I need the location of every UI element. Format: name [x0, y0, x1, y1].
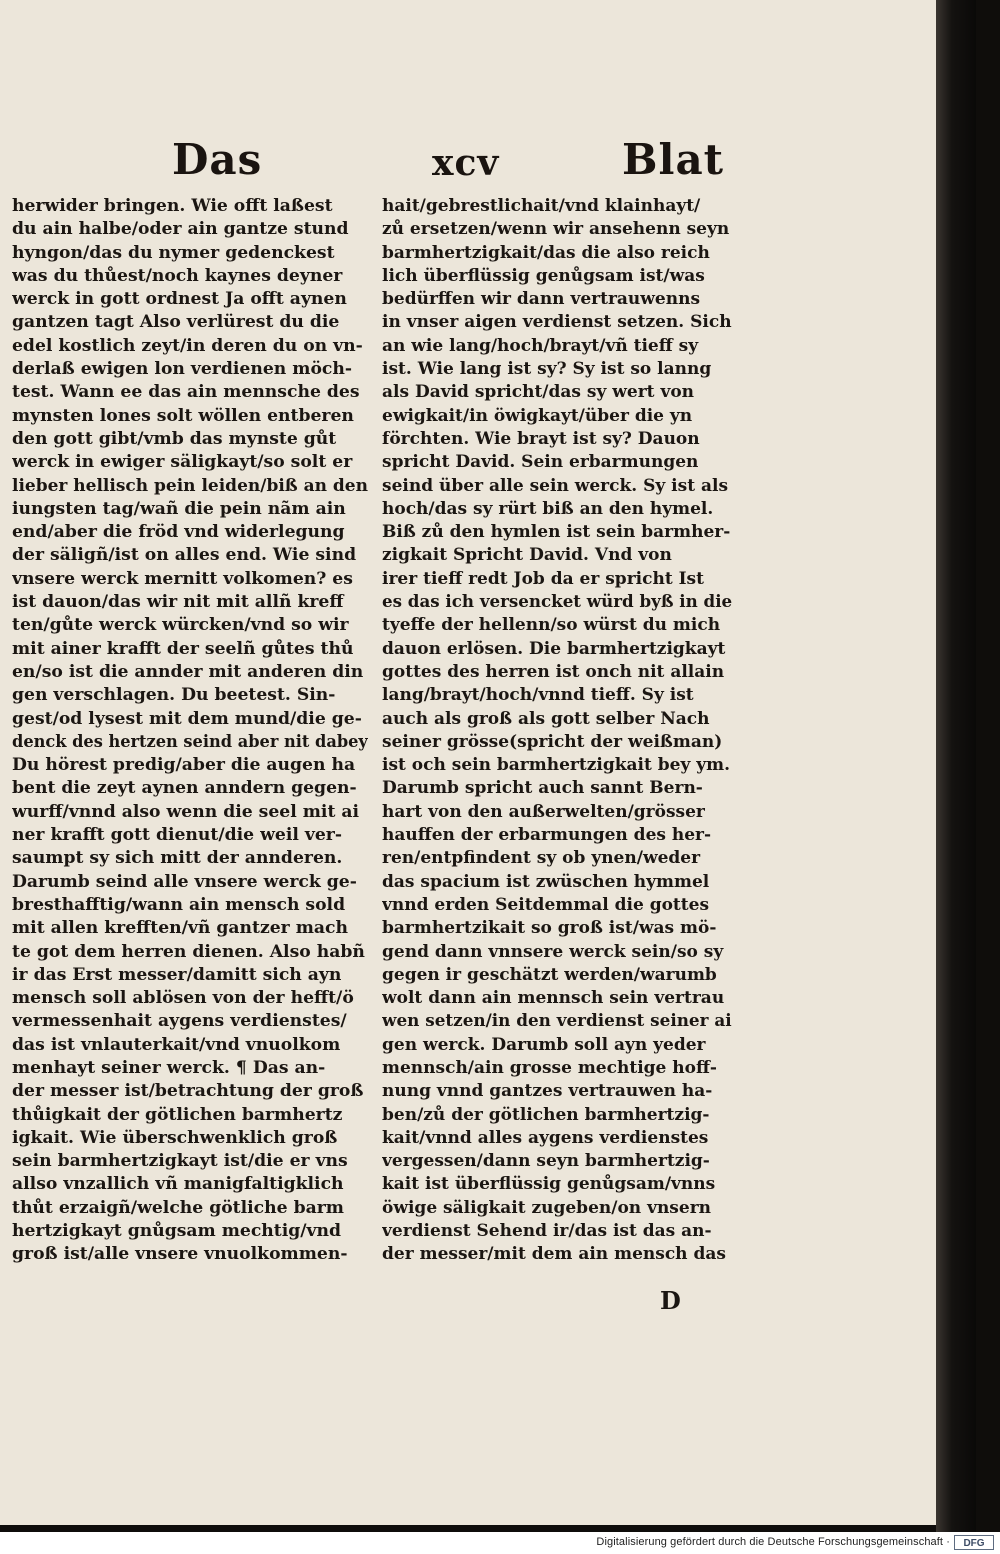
text-line: wen setzen/in den verdienst seiner ai — [382, 1011, 732, 1032]
text-line: end/aber die fröd vnd widerlegung — [12, 522, 345, 543]
text-line: ben/zů der götlichen barmhertzig- — [382, 1104, 710, 1125]
text-line: derlaß ewigen lon verdienen möch- — [12, 359, 352, 380]
text-line: tyeffe der hellenn/so würst du mich — [382, 615, 721, 636]
text-line: hoch/das sy rürt biß an den hymel. — [382, 498, 714, 519]
text-line: gen verschlagen. Du beetest. Sin- — [12, 685, 336, 706]
folio-number: xcv — [432, 142, 500, 184]
text-line: seiner grösse(spricht der weißman) — [382, 731, 723, 752]
text-line: irer tieff redt Job da er spricht Ist — [382, 568, 704, 589]
text-line: der messer/mit dem ain mensch das — [382, 1244, 726, 1265]
text-line: gottes des herren ist onch nit allain — [382, 661, 725, 682]
text-line: vnnd erden Seitdemmal die gottes — [382, 894, 710, 915]
text-line: in vnser aigen verdienst setzen. Sich — [382, 312, 732, 333]
text-line: seind über alle sein werck. Sy ist als — [382, 475, 729, 496]
text-line: werck in ewiger säligkayt/so solt er — [12, 452, 353, 473]
text-line: ist dauon/das wir nit mit allñ kreff — [12, 592, 344, 613]
text-line: an wie lang/hoch/brayt/vñ tieff sy — [382, 335, 699, 356]
text-line: den gott gibt/vmb das mynste gůt — [12, 428, 337, 449]
footer-bar — [0, 1532, 1000, 1554]
text-line: bresthafftig/wann ain mensch sold — [12, 894, 346, 915]
text-line: was du thůest/noch kaynes deyner — [12, 265, 343, 286]
text-line: wurff/vnnd also wenn die seel mit ai — [12, 801, 360, 822]
text-line: werck in gott ordnest Ja offt aynen — [12, 289, 347, 310]
text-line: ewigkait/in öwigkayt/über die yn — [382, 405, 693, 426]
text-line: bent die zeyt aynen anndern gegen- — [12, 778, 357, 799]
text-line: lang/brayt/hoch/vnnd tieff. Sy ist — [382, 685, 694, 706]
text-line: vnsere werck mernitt volkomen? es — [12, 568, 353, 589]
text-line: igkait. Wie überschwenklich groß — [12, 1127, 338, 1148]
page-edge-shadow — [936, 0, 976, 1532]
text-line: herwider bringen. Wie offt laßest — [12, 196, 333, 216]
text-line: lieber hellisch pein leiden/biß an den — [12, 475, 368, 496]
text-line: förchten. Wie brayt ist sy? Dauon — [382, 428, 700, 449]
text-line: sein barmhertzigkayt ist/die er vns — [12, 1151, 348, 1172]
text-line: Darumb seind alle vnsere werck ge- — [12, 871, 357, 892]
text-line: mynsten lones solt wöllen entberen — [12, 405, 354, 426]
text-line: Du hörest predig/aber die augen ha — [12, 755, 356, 776]
text-line: gest/od lysest mit dem mund/die ge- — [12, 708, 362, 729]
text-line: das spacium ist zwüschen hymmel — [382, 871, 710, 892]
text-line: der säligñ/ist on alles end. Wie sind — [12, 545, 357, 566]
text-line: kait ist überflüssig genůgsam/vnns — [382, 1174, 716, 1195]
text-line: dauon erlösen. Die barmhertzigkayt — [382, 638, 726, 659]
text-line: allso vnzallich vñ manigfaltigklich — [12, 1174, 344, 1195]
text-line: vergessen/dann seyn barmhertzig- — [382, 1151, 710, 1172]
text-line: ren/entpfindent sy ob ynen/weder — [382, 848, 701, 869]
text-line: iungsten tag/wañ die pein nãm ain — [12, 498, 346, 519]
text-line: gegen ir geschätzt werden/warumb — [382, 964, 717, 985]
text-line: vermessenhait aygens verdienstes/ — [12, 1011, 347, 1032]
text-line: barmhertzikait so groß ist/was mö- — [382, 918, 717, 939]
text-line: Darumb spricht auch sannt Bern- — [382, 778, 703, 799]
text-line: test. Wann ee das ain mennsche des — [12, 382, 360, 403]
text-line: denck des hertzen seind aber nit dabey — [12, 731, 368, 752]
text-line: gend dann vnnsere werck sein/so sy — [382, 941, 724, 962]
text-line: menhayt seiner werck. ¶ Das an- — [12, 1057, 326, 1078]
text-line: lich überflüssig genůgsam ist/was — [382, 265, 705, 286]
text-line: öwige säligkait zugeben/on vnsern — [382, 1197, 712, 1218]
running-head-right: Blat — [622, 135, 725, 184]
text-line: groß ist/alle vnsere vnuolkommen- — [12, 1244, 348, 1265]
text-line: hyngon/das du nymer gedenckest — [12, 242, 335, 263]
text-line: thůt erzaigñ/welche götliche barm — [12, 1197, 344, 1218]
running-head-left: Das — [172, 135, 263, 184]
text-line: Biß zů den hymlen ist sein barmher- — [382, 522, 731, 543]
text-line: wolt dann ain mennsch sein vertrau — [382, 988, 725, 1009]
right-text-column — [382, 195, 732, 1267]
text-line: gen werck. Darumb soll ayn yeder — [382, 1034, 706, 1055]
text-line: zigkait Spricht David. Vnd von — [382, 545, 672, 566]
text-line: gantzen tagt Also verlürest du die — [12, 312, 340, 333]
text-line: auch als groß als gott selber Nach — [382, 708, 710, 729]
text-line: ten/gůte werck würcken/vnd so wir — [12, 615, 349, 636]
text-line: saumpt sy sich mitt der annderen. — [12, 848, 343, 869]
text-line: ist. Wie lang ist sy? Sy ist so lanng — [382, 359, 712, 380]
text-line: du ain halbe/oder ain gantze stund — [12, 219, 349, 240]
text-line: es das ich versencket würd byß in die — [382, 592, 732, 613]
text-line: als David spricht/das sy wert von — [382, 382, 695, 403]
text-line: mensch soll ablösen von der hefft/ö — [12, 988, 354, 1009]
text-line: hauffen der erbarmungen des her- — [382, 825, 712, 846]
text-line: das ist vnlauterkait/vnd vnuolkom — [12, 1034, 341, 1055]
text-line: ist och sein barmhertzigkait bey ym. — [382, 755, 731, 776]
text-line: der messer ist/betrachtung der groß — [12, 1081, 364, 1102]
text-line: mennsch/ain grosse mechtige hoff- — [382, 1057, 717, 1078]
text-line: mit allen krefften/vñ gantzer mach — [12, 918, 348, 939]
text-line: te got dem herren dienen. Also habñ — [12, 941, 365, 962]
text-line: hart von den außerwelten/grösser — [382, 801, 705, 822]
text-line: ir das Erst messer/damitt sich ayn — [12, 964, 342, 985]
text-line: verdienst Sehend ir/das ist das an- — [382, 1221, 712, 1242]
text-line: mit ainer krafft der seelñ gůtes thů — [12, 638, 354, 659]
text-line: zů ersetzen/wenn wir ansehenn seyn — [382, 219, 730, 240]
funding-credit: Digitalisierung gefördert durch die Deutsche Forschungsgemeinschaft · — [596, 1536, 950, 1548]
left-text-column — [12, 195, 368, 1267]
text-line: spricht David. Sein erbarmungen — [382, 452, 699, 473]
dfg-logo: DFG — [954, 1535, 994, 1550]
text-line: hait/gebrestlichait/vnd klainhayt/ — [382, 196, 701, 216]
signature-mark: D — [660, 1286, 681, 1315]
text-line: hertzigkayt gnůgsam mechtig/vnd — [12, 1221, 342, 1242]
text-line: barmhertzigkait/das die also reich — [382, 242, 710, 263]
text-line: ner krafft gott dienut/die weil ver- — [12, 825, 342, 846]
text-line: edel kostlich zeyt/in deren du on vn- — [12, 335, 363, 356]
text-line: bedürffen wir dann vertrauwenns — [382, 289, 701, 310]
text-line: en/so ist die annder mit anderen din — [12, 661, 364, 682]
text-line: thůigkait der götlichen barmhertz — [12, 1104, 343, 1125]
text-line: kait/vnnd alles aygens verdienstes — [382, 1127, 709, 1148]
text-line: nung vnnd gantzes vertrauwen ha- — [382, 1081, 713, 1102]
